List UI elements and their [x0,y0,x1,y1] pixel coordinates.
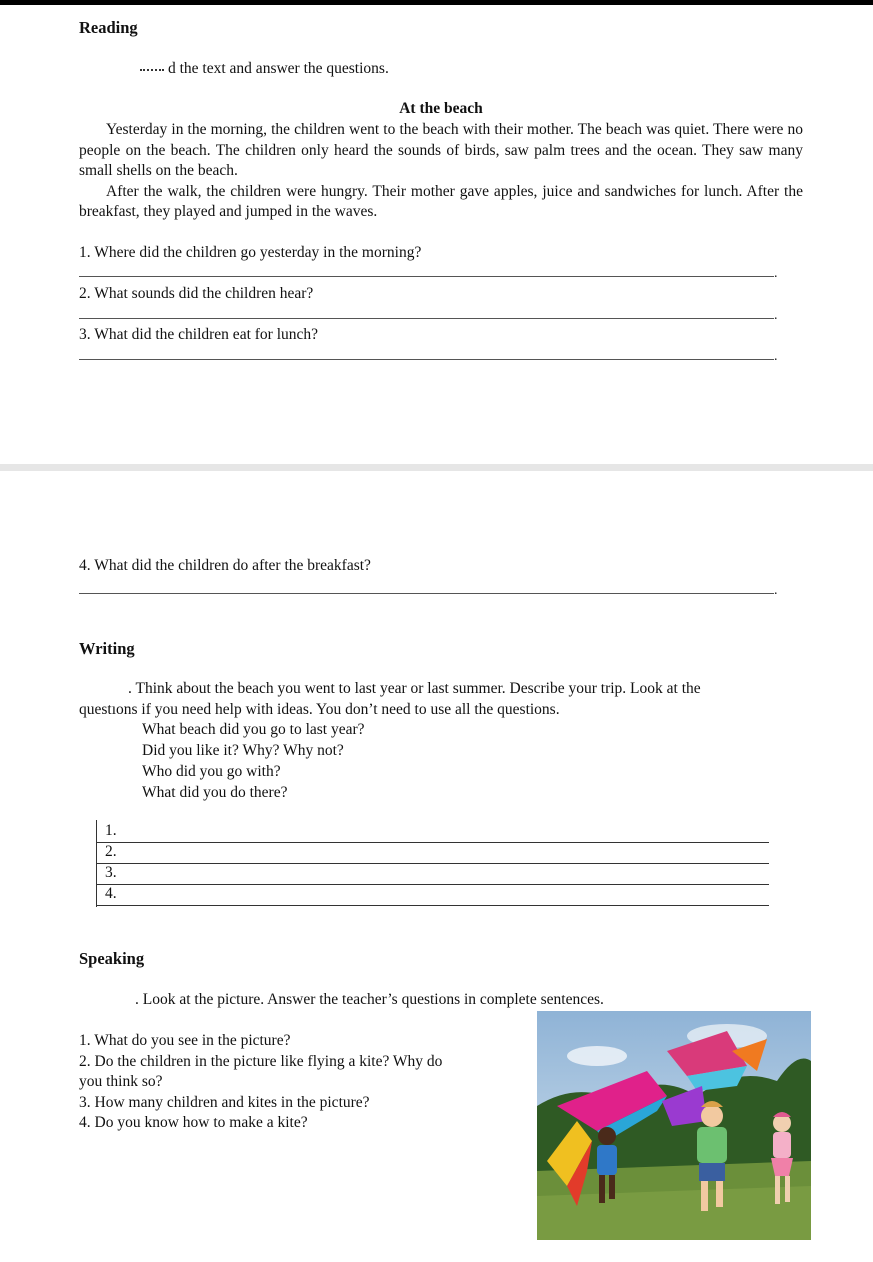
writing-prompt: Did you like it? Why? Why not? [142,742,344,759]
story-paragraph-1: Yesterday in the morning, the children went to the beach with their mother. The beach was quiet. There were no people on the beach. The children only heard the sounds of birds, saw palm trees and the ocean. They saw many small shells on the beach. [79,121,803,179]
writing-instruction-line-1: . Think about the beach you went to last year or last summer. Describe your trip. Look at the [128,680,701,697]
writing-line-number: 4. [105,885,117,902]
child-3-leg [785,1176,790,1202]
writing-prompt: What did you do there? [142,784,288,801]
speaking-question-4: 4. Do you know how to make a kite? [79,1114,308,1131]
writing-prompt: What beach did you go to last year? [142,721,365,738]
reading-question-4: 4. What did the children do after the breakfast? [79,557,371,574]
writing-line-3[interactable] [96,863,769,885]
writing-line-number: 2. [105,843,117,860]
reading-instruction [140,60,389,78]
answer-line-4[interactable] [79,593,774,594]
answer-line-3[interactable] [79,359,774,360]
answer-line-end: . [774,349,778,364]
writing-line-number: 3. [105,864,117,881]
speaking-question-2: 2. Do the children in the picture like flying a kite? Why do [79,1052,443,1070]
story-paragraph-2: After the walk, the children were hungry. Their mother gave apples, juice and sandwiches for lunch. After the breakfast, they played and jumped in the waves. [79,182,803,220]
reading-question-1: 1. Where did the children go yesterday in the morning? [79,244,422,261]
reading-question-3: 3. What did the children eat for lunch? [79,326,319,343]
writing-instruction-line-2: questıons if you need help with ideas. You don’t need to use all the questions. [79,701,560,718]
writing-line-2[interactable] [96,842,769,864]
writing-line-number: 1. [105,822,117,839]
answer-line-end: . [774,266,778,281]
child-1-leg [599,1175,605,1203]
writing-heading: Writing [79,639,135,658]
page-break [0,464,873,471]
child-2-leg [716,1181,723,1207]
writing-line-4[interactable] [96,884,769,906]
answer-line-1[interactable] [79,276,774,277]
child-2-shirt [697,1127,727,1163]
writing-line-1[interactable] [96,821,769,843]
reading-question-2: 2. What sounds did the children hear? [79,285,314,302]
child-3-leg [775,1176,780,1204]
reading-instruction-text: d the text and answer the questions. [168,60,389,77]
answer-line-2[interactable] [79,318,774,319]
kite-children-photo [537,1011,811,1240]
speaking-question-2-cont: you think so? [79,1073,163,1090]
kite-children-illustration [537,1011,811,1240]
answer-line-end: . [774,308,778,323]
child-2-head [701,1105,723,1127]
writing-prompt: Who did you go with? [142,763,281,780]
top-border [0,0,873,5]
child-1-leg [609,1175,615,1199]
child-3-shirt [773,1132,791,1158]
reading-heading: Reading [79,18,138,37]
speaking-question-1: 1. What do you see in the picture? [79,1032,291,1049]
story-text [79,120,803,223]
cloud [567,1046,627,1066]
speaking-question-3: 3. How many children and kites in the picture? [79,1093,370,1111]
story-title: At the beach [399,100,483,117]
speaking-instruction: . Look at the picture. Answer the teacher’s questions in complete sentences. [135,991,604,1008]
child-2-shorts [699,1163,725,1181]
smudged-text-mark [140,69,164,71]
answer-line-end: . [774,583,778,598]
child-2-leg [701,1181,708,1211]
child-1-head [598,1127,616,1145]
speaking-questions [79,1031,509,1134]
speaking-heading: Speaking [79,949,145,968]
child-1-shirt [597,1145,617,1175]
